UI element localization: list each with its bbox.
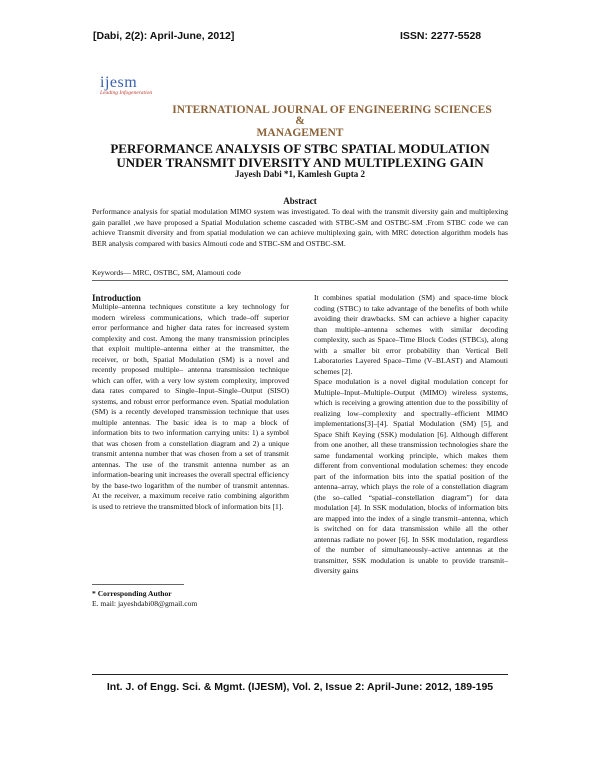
abstract-text: Performance analysis for spatial modulation MIMO system was investigated. To deal with the transmit diversity gain and multiplexing gain parallel ,we have proposed a Spatial Modulation scheme cascaded with STBC-SM and OSTBC-SM .From STBC code we can achieve Transmit diversity and from spatial modulation we can achieve multiplexing gain, with MRC detection algorithm models has BER analysis compared with basics Almouti code and STBC-SM and OSTBC-SM.: [92, 207, 508, 248]
keywords: Keywords— MRC, OSTBC, SM, Alamouti code: [92, 268, 241, 277]
running-header-citation: [Dabi, 2(2): April-June, 2012]: [93, 30, 235, 42]
intro-paragraph-1: Multiple–antenna techniques constitute a key technology for modern wireless communications, which trade–off superior error performance and higher data rates for increased system complexity and cost. Among the many transmission principles that exploit multiple–antenna either at the transmitter, the receiver, or both, Spatial Modulation (SM) is a novel and recently proposed multiple– antenna transmission technique which can offer, with a very low system complexity, improved data rates compared to Single–Input–Single–Output (SISO) systems, and robust error performance even. Spatial modulation (SM) is a recently developed transmission technique that uses multiple antennas. The basic idea is to map a block of information bits to two information carrying units: 1) a symbol that was chosen from a constellation diagram and 2) a unique transmit antenna number that was chosen from a set of transmit antennas. The use of the transmit antenna number as an information-bearing unit increases the overall spectral efficiency by the base-two logarithm of the number of transmit antennas. At the receiver, a maximum receive ratio combining algorithm is used to retrieve the transmitted block of information bits [1].: [92, 302, 289, 511]
abstract-heading: Abstract: [283, 196, 317, 206]
keywords-divider: [92, 280, 508, 281]
page-footer: Int. J. of Engg. Sci. & Mgmt. (IJESM), Vol. 2, Issue 2: April-June: 2012, 189-195: [106, 681, 494, 693]
intro-paragraph-3: Space modulation is a novel digital modulation concept for Multiple–Input–Multiple–Output (MIMO) wireless systems, which is receiving a growing attention due to the possibility of realizing low–complexity and spectrally–efficient MIMO implementations[3]–[4]. Spatial Modulation (SM) [5], and Space Shift Keying (SSK) modulation [6]. Although different from one another, all these transmission technologies share the same fundamental working principle, which makes them different from conventional modulation schemes: they encode part of the information bits into the spatial position of the antenna–array, which plays the role of a constellation diagram (the so–called “spatial–constellation diagram”) for data modulation [4]. In SSK modulation, blocks of information bits are mapped into the index of a single transmit–antenna, which is switched on for data transmission while all the other antennas radiate no power [6]. In SSK modulation, regardless of the number of simultaneously–active antennas at the transmitter, SSK modulation is unable to provide transmit–diversity gains: [314, 377, 508, 575]
right-column: [314, 293, 508, 577]
paper-title-line2: UNDER TRANSMIT DIVERSITY AND MULTIPLEXING GAIN: [116, 155, 484, 170]
footnote-divider: [92, 584, 184, 585]
logo-tagline: Leading Infogeneration: [100, 90, 153, 96]
running-header-issn: ISSN: 2277-5528: [400, 30, 482, 42]
footer-divider: [92, 674, 508, 675]
corresponding-author-label: * Corresponding Author: [92, 589, 172, 598]
journal-name-line2: &: [295, 115, 305, 127]
introduction-heading: Introduction: [92, 293, 141, 303]
left-column: [92, 302, 289, 512]
logo-letters: ijesm: [100, 74, 138, 91]
journal-name-line1: INTERNATIONAL JOURNAL OF ENGINEERING SCIENCES: [172, 104, 492, 116]
authors: Jayesh Dabi *1, Kamlesh Gupta 2: [234, 169, 366, 179]
paper-title-line1: PERFORMANCE ANALYSIS OF STBC SPATIAL MODULATION: [110, 141, 490, 156]
journal-logo: [100, 74, 160, 108]
intro-paragraph-2: It combines spatial modulation (SM) and space-time block coding (STBC) to take advantage of the benefits of both while avoiding their drawbacks. SM can achieve a higher capacity than multiple–antenna schemes with similar decoding complexity, such as Space–Time Block Codes (STBCs), along with a smaller bit error probability than Vertical Bell Laboratories Layered Space–Time (V–BLAST) and Alamouti schemes [2].: [314, 293, 508, 376]
corresponding-author-email: E. mail: jayeshdabi08@gmail.com: [92, 599, 198, 608]
journal-name-line3: MANAGEMENT: [256, 127, 344, 139]
